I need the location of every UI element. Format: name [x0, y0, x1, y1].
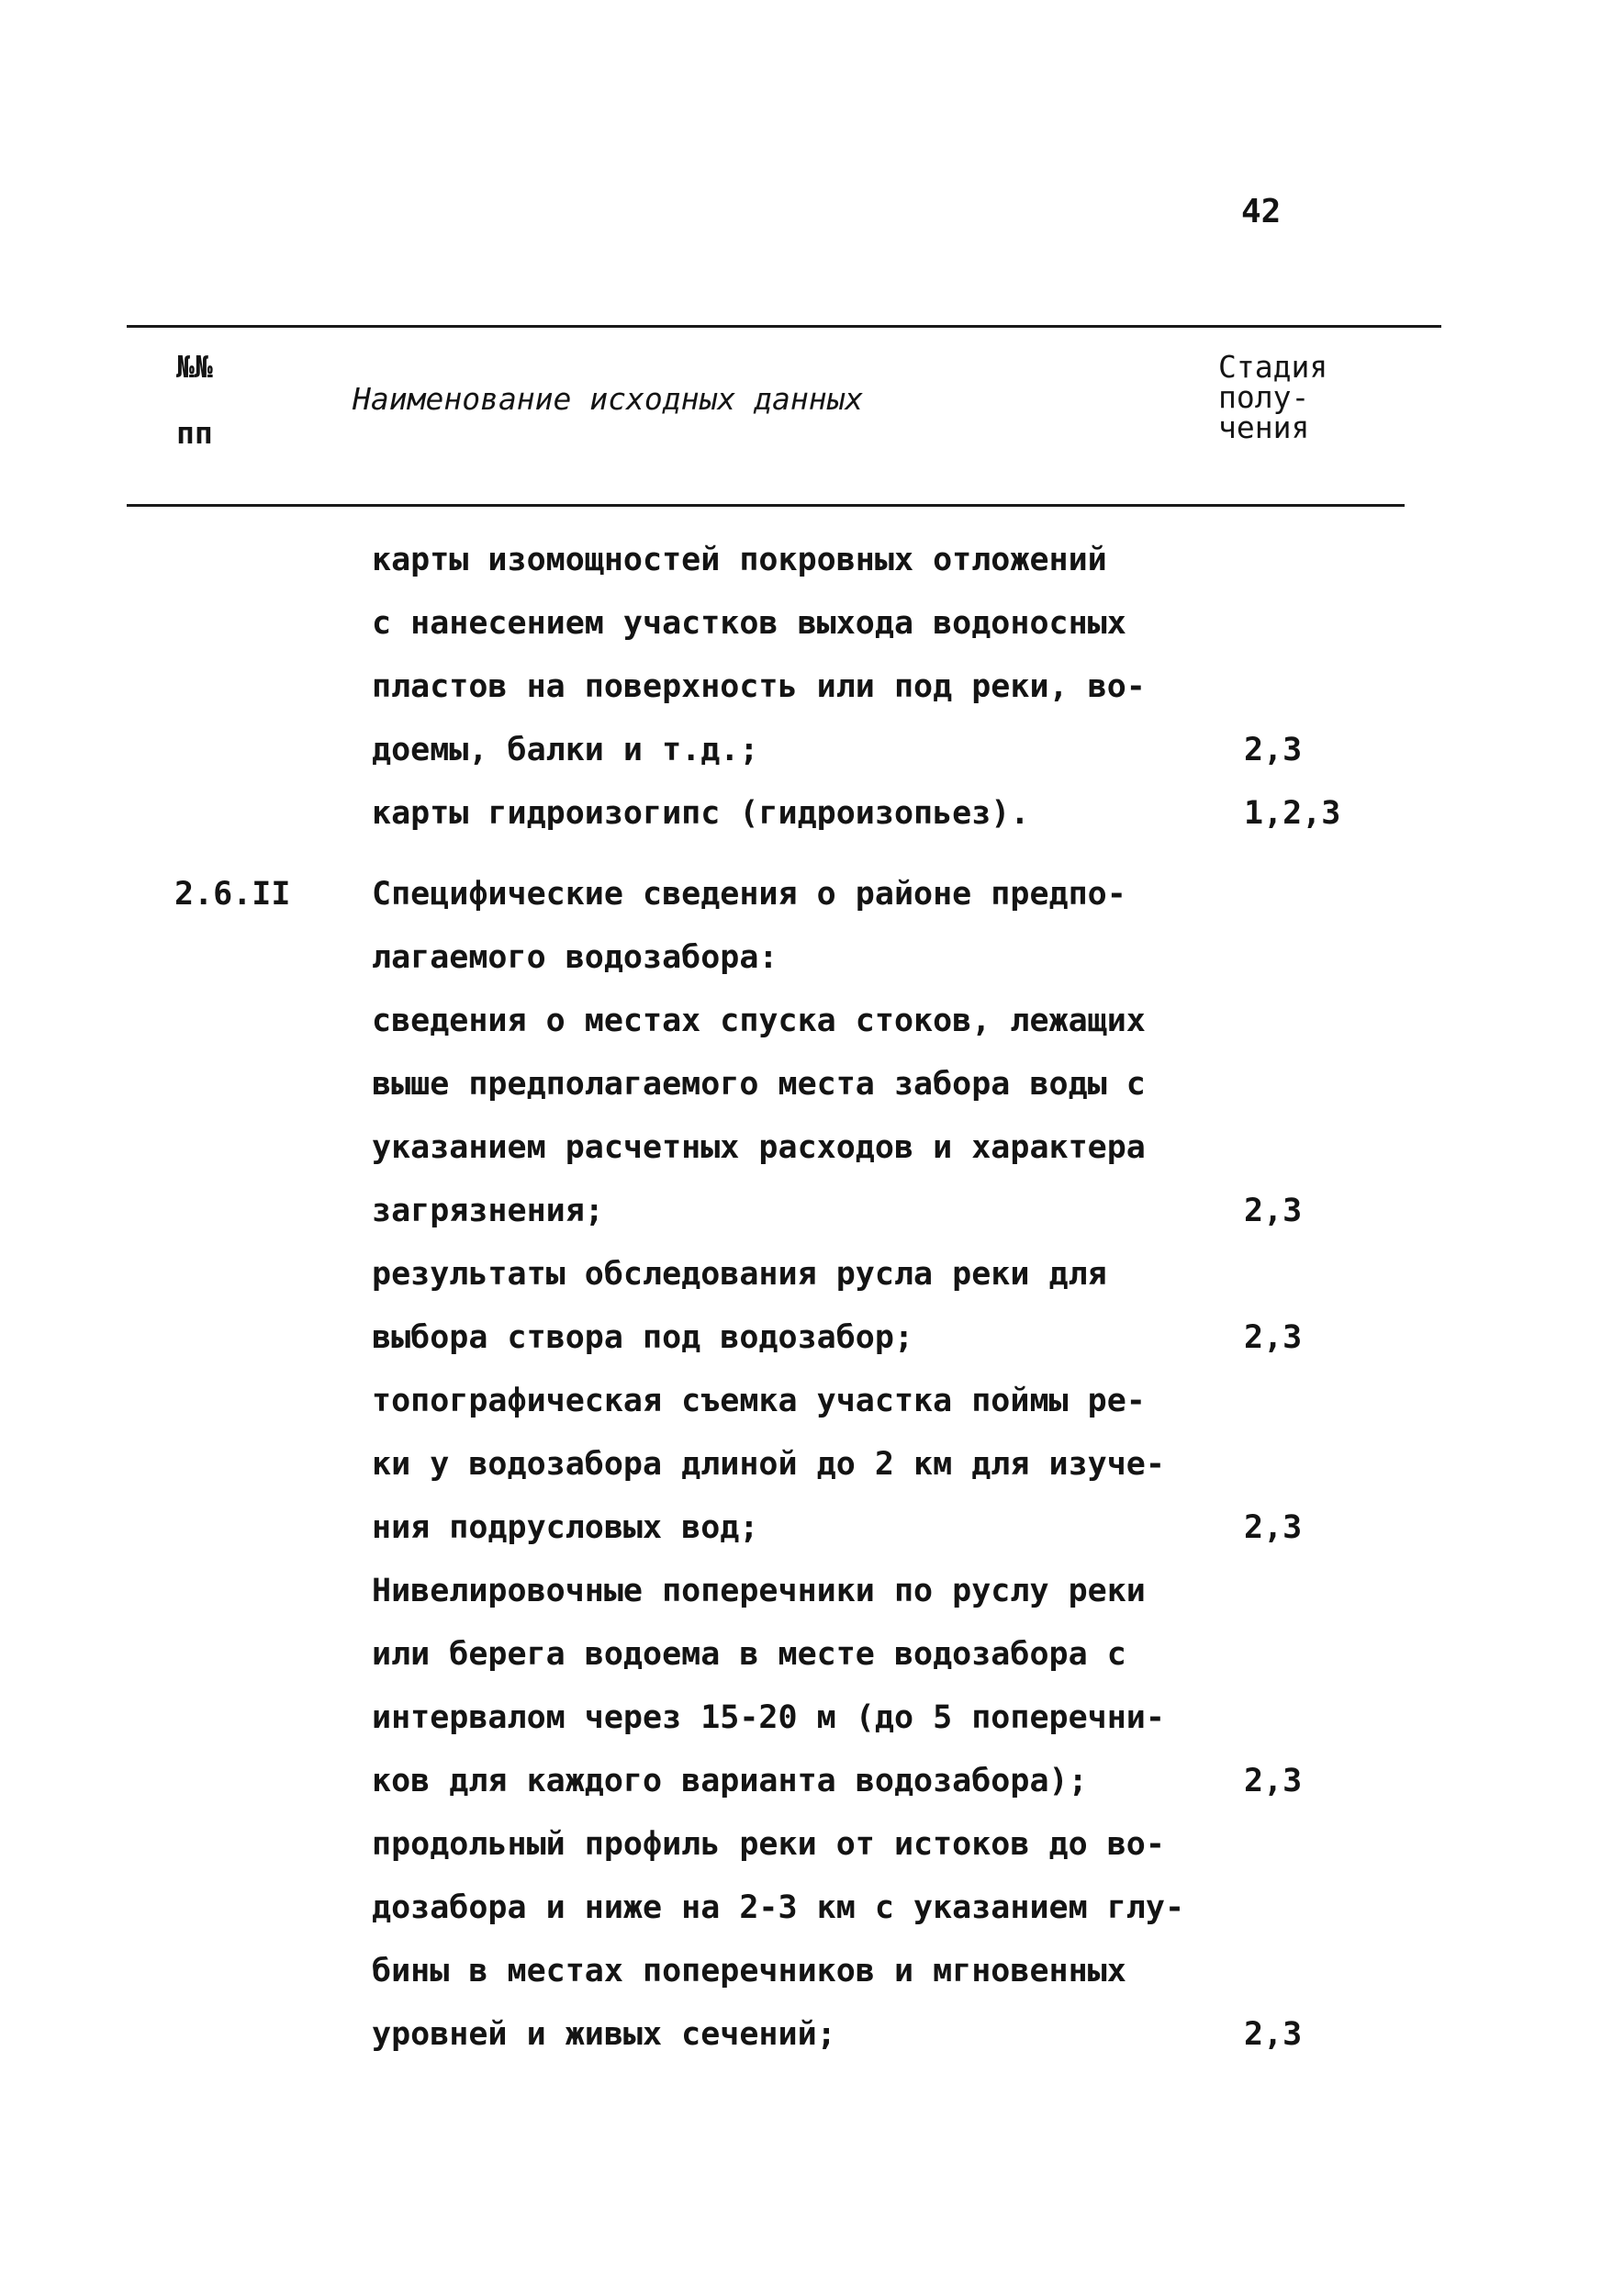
row-text-line: результаты обследования русла реки для — [372, 1256, 1107, 1293]
row-text-line: выше предполагаемого места забора воды с — [372, 1066, 1146, 1103]
header-name-label: Наименование исходных данных — [353, 381, 864, 417]
row-stage-value: 2,3 — [1244, 2016, 1303, 2053]
row-text-line: лагаемого водозабора: — [372, 939, 778, 976]
row-text-line: интервалом через 15-20 м (до 5 поперечни- — [372, 1699, 1165, 1736]
header-stage-line: чения — [1218, 409, 1310, 445]
row-text-line: доемы, балки и т.д.; — [372, 732, 759, 768]
row-stage-value: 1,2,3 — [1244, 795, 1341, 832]
header-number-label-2: пп — [176, 415, 213, 451]
header-stage-label — [1218, 349, 1328, 445]
row-text-line: Специфические сведения о районе предпо- — [372, 876, 1126, 913]
row-text-line: сведения о местах спуска стоков, лежащих — [372, 1003, 1146, 1039]
row-text-line: карты гидроизогипс (гидроизопьез). — [372, 795, 1030, 832]
row-text-line: уровней и живых сечений; — [372, 2016, 836, 2053]
table-header-rule — [127, 504, 1405, 507]
row-text-line: карты изомощностей покровных отложений — [372, 542, 1107, 578]
row-text-line: или берега водоема в месте водозабора с — [372, 1636, 1126, 1673]
row-text-line: с нанесением участков выхода водоносных — [372, 605, 1126, 642]
table-top-rule — [127, 325, 1441, 328]
row-text-line: ки у водозабора длиной до 2 км для изуче- — [372, 1446, 1165, 1483]
row-text-line: ния подрусловых вод; — [372, 1509, 759, 1546]
header-stage-line: полу- — [1218, 379, 1310, 415]
row-stage-value: 2,3 — [1244, 1319, 1303, 1356]
row-stage-value: 2,3 — [1244, 1509, 1303, 1546]
page-number: 42 — [1241, 193, 1282, 230]
row-text-line: топографическая съемка участка поймы ре- — [372, 1383, 1146, 1419]
row-stage-value: 2,3 — [1244, 732, 1303, 768]
row-stage-value: 2,3 — [1244, 1193, 1303, 1229]
row-text-line: выбора створа под водозабор; — [372, 1319, 914, 1356]
row-text-line: Нивелировочные поперечники по руслу реки — [372, 1573, 1146, 1609]
row-text-line: дозабора и ниже на 2-3 км с указанием глу- — [372, 1889, 1185, 1926]
row-text-line: загрязнения; — [372, 1193, 604, 1229]
row-number: 2.6.II — [174, 876, 291, 913]
header-number-label: №№ — [176, 349, 213, 385]
row-stage-value: 2,3 — [1244, 1763, 1303, 1799]
header-stage-line: Стадия — [1218, 349, 1328, 385]
row-text-line: продольный профиль реки от истоков до во- — [372, 1826, 1165, 1863]
row-text-line: указанием расчетных расходов и характера — [372, 1129, 1146, 1166]
row-text-line: ков для каждого варианта водозабора); — [372, 1763, 1088, 1799]
row-text-line: пластов на поверхность или под реки, во- — [372, 668, 1146, 705]
row-text-line: бины в местах поперечников и мгновенных — [372, 1953, 1126, 1989]
